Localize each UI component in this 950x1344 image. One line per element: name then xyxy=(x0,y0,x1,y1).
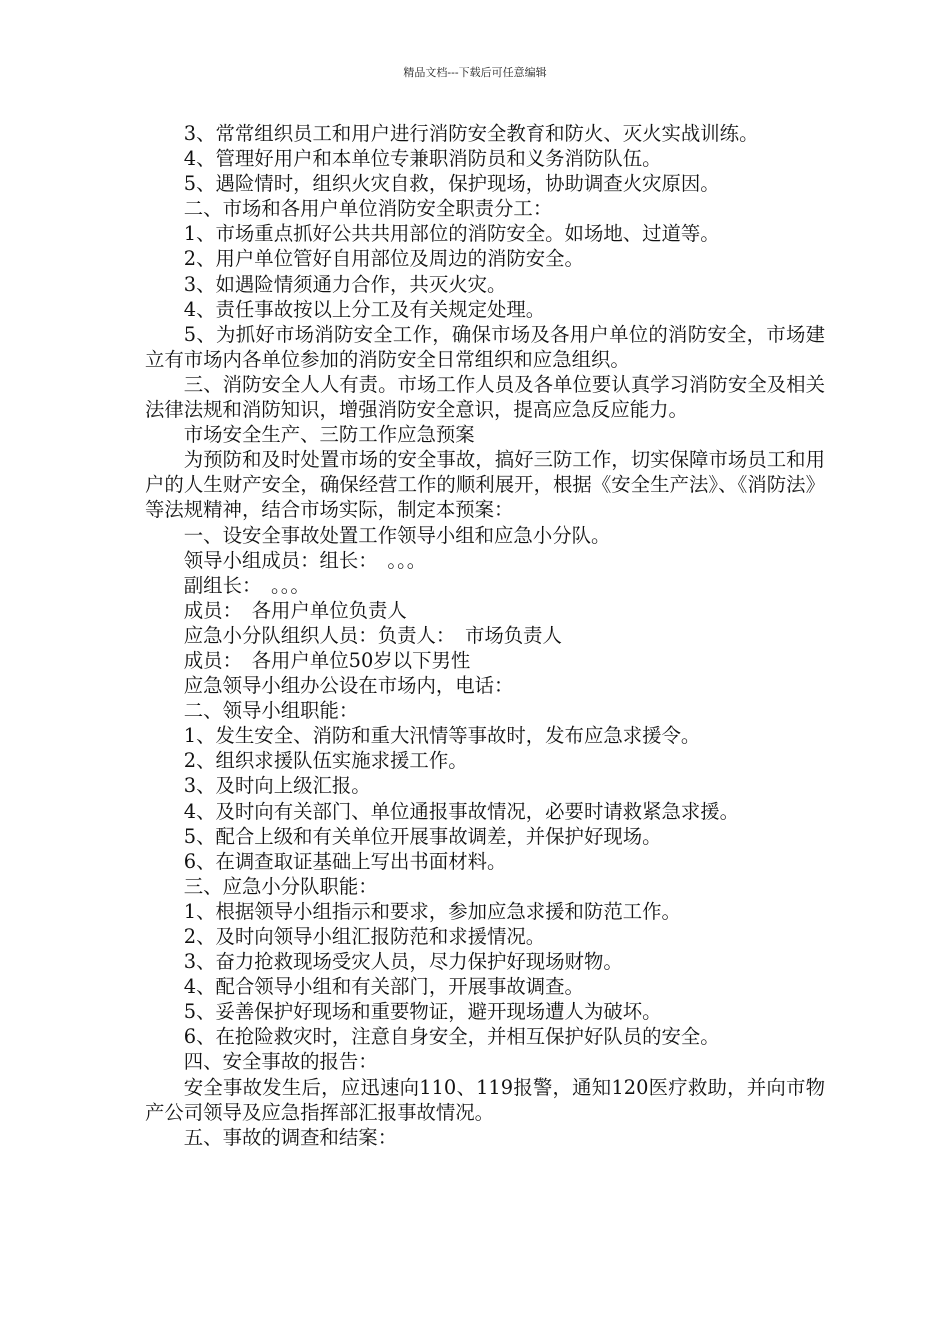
paragraph: 5、妥善保护好现场和重要物证，避开现场遭人为破坏。 xyxy=(183,1000,662,1024)
section-heading: 二、领导小组职能： xyxy=(183,699,359,723)
paragraph: 副组长： 。。。 xyxy=(183,573,310,597)
section-heading: 二、市场和各用户单位消防安全职责分工： xyxy=(183,197,553,221)
section-heading: 三、应急小分队职能： xyxy=(183,874,378,898)
paragraph: 1、发生安全、消防和重大汛情等事故时，发布应急求援令。 xyxy=(183,724,701,748)
paragraph: 5、配合上级和有关单位开展事故调差，并保护好现场。 xyxy=(183,824,662,848)
paragraph: 2、用户单位管好自用部位及周边的消防安全。 xyxy=(183,247,584,271)
paragraph: 为预防和及时处置市场的安全事故，搞好三防工作，切实保障市场员工和用户的人生财产安全，确保经营工作的顺利展开，根据《安全生产法》、《消防法》等法规精神，结合市场实际，制定本预案： xyxy=(145,448,825,522)
paragraph: 3、常常组织员工和用户进行消防安全教育和防火、灭火实战训练。 xyxy=(183,122,759,145)
paragraph: 4、及时向有关部门、单位通报事故情况，必要时请救紧急求援。 xyxy=(183,799,740,823)
document-subtitle: 市场安全生产、三防工作应急预案 xyxy=(183,423,475,447)
paragraph: 应急小分队组织人员：负责人： 市场负责人 xyxy=(183,623,562,647)
paragraph: 3、奋力抢救现场受灾人员，尽力保护好现场财物。 xyxy=(183,950,623,974)
paragraph: 应急领导小组办公设在市场内，电话： xyxy=(183,674,514,698)
paragraph: 3、及时向上级汇报。 xyxy=(183,774,371,798)
paragraph: 5、为抓好市场消防安全工作，确保市场及各用户单位的消防安全，市场建立有市场内各单位参加的消防安全日常组织和应急组织。 xyxy=(145,322,825,371)
document-body xyxy=(145,121,825,1150)
paragraph: 安全事故发生后，应迅速向110、119报警，通知120医疗救助，并向市物产公司领导及应急指挥部汇报事故情况。 xyxy=(145,1075,825,1124)
paragraph: 4、配合领导小组和有关部门，开展事故调查。 xyxy=(183,975,584,999)
section-heading: 五、事故的调查和结案： xyxy=(183,1125,398,1149)
section-heading: 一、设安全事故处置工作领导小组和应急小分队。 xyxy=(183,523,611,547)
paragraph: 5、遇险情时，组织火灾自救，保护现场，协助调查火灾原因。 xyxy=(183,172,720,196)
paragraph: 2、及时向领导小组汇报防范和求援情况。 xyxy=(183,925,546,948)
paragraph: 4、责任事故按以上分工及有关规定处理。 xyxy=(183,297,546,321)
paragraph: 领导小组成员：组长： 。。。 xyxy=(183,548,427,572)
paragraph: 2、组织求援队伍实施求援工作。 xyxy=(183,749,468,773)
section-heading: 四、安全事故的报告： xyxy=(183,1050,378,1074)
paragraph: 成员： 各用户单位50岁以下男性 xyxy=(183,648,471,672)
paragraph: 3、如遇险情须通力合作，共灭火灾。 xyxy=(183,272,507,296)
paragraph: 成员： 各用户单位负责人 xyxy=(183,598,407,622)
paragraph: 6、在调查取证基础上写出书面材料。 xyxy=(183,849,507,873)
paragraph: 6、在抢险救灾时，注意自身安全，并相互保护好队员的安全。 xyxy=(183,1025,720,1049)
page-header: 精品文档---下载后可任意编辑 xyxy=(403,66,547,79)
paragraph: 4、管理好用户和本单位专兼职消防员和义务消防队伍。 xyxy=(183,147,662,171)
section-heading: 三、消防安全人人有责。市场工作人员及各单位要认真学习消防安全及相关法律法规和消防知识，增强消防安全意识，提高应急反应能力。 xyxy=(145,372,825,422)
paragraph: 1、市场重点抓好公共共用部位的消防安全。如场地、过道等。 xyxy=(183,222,720,246)
paragraph: 1、根据领导小组指示和要求，参加应急求援和防范工作。 xyxy=(183,899,681,923)
